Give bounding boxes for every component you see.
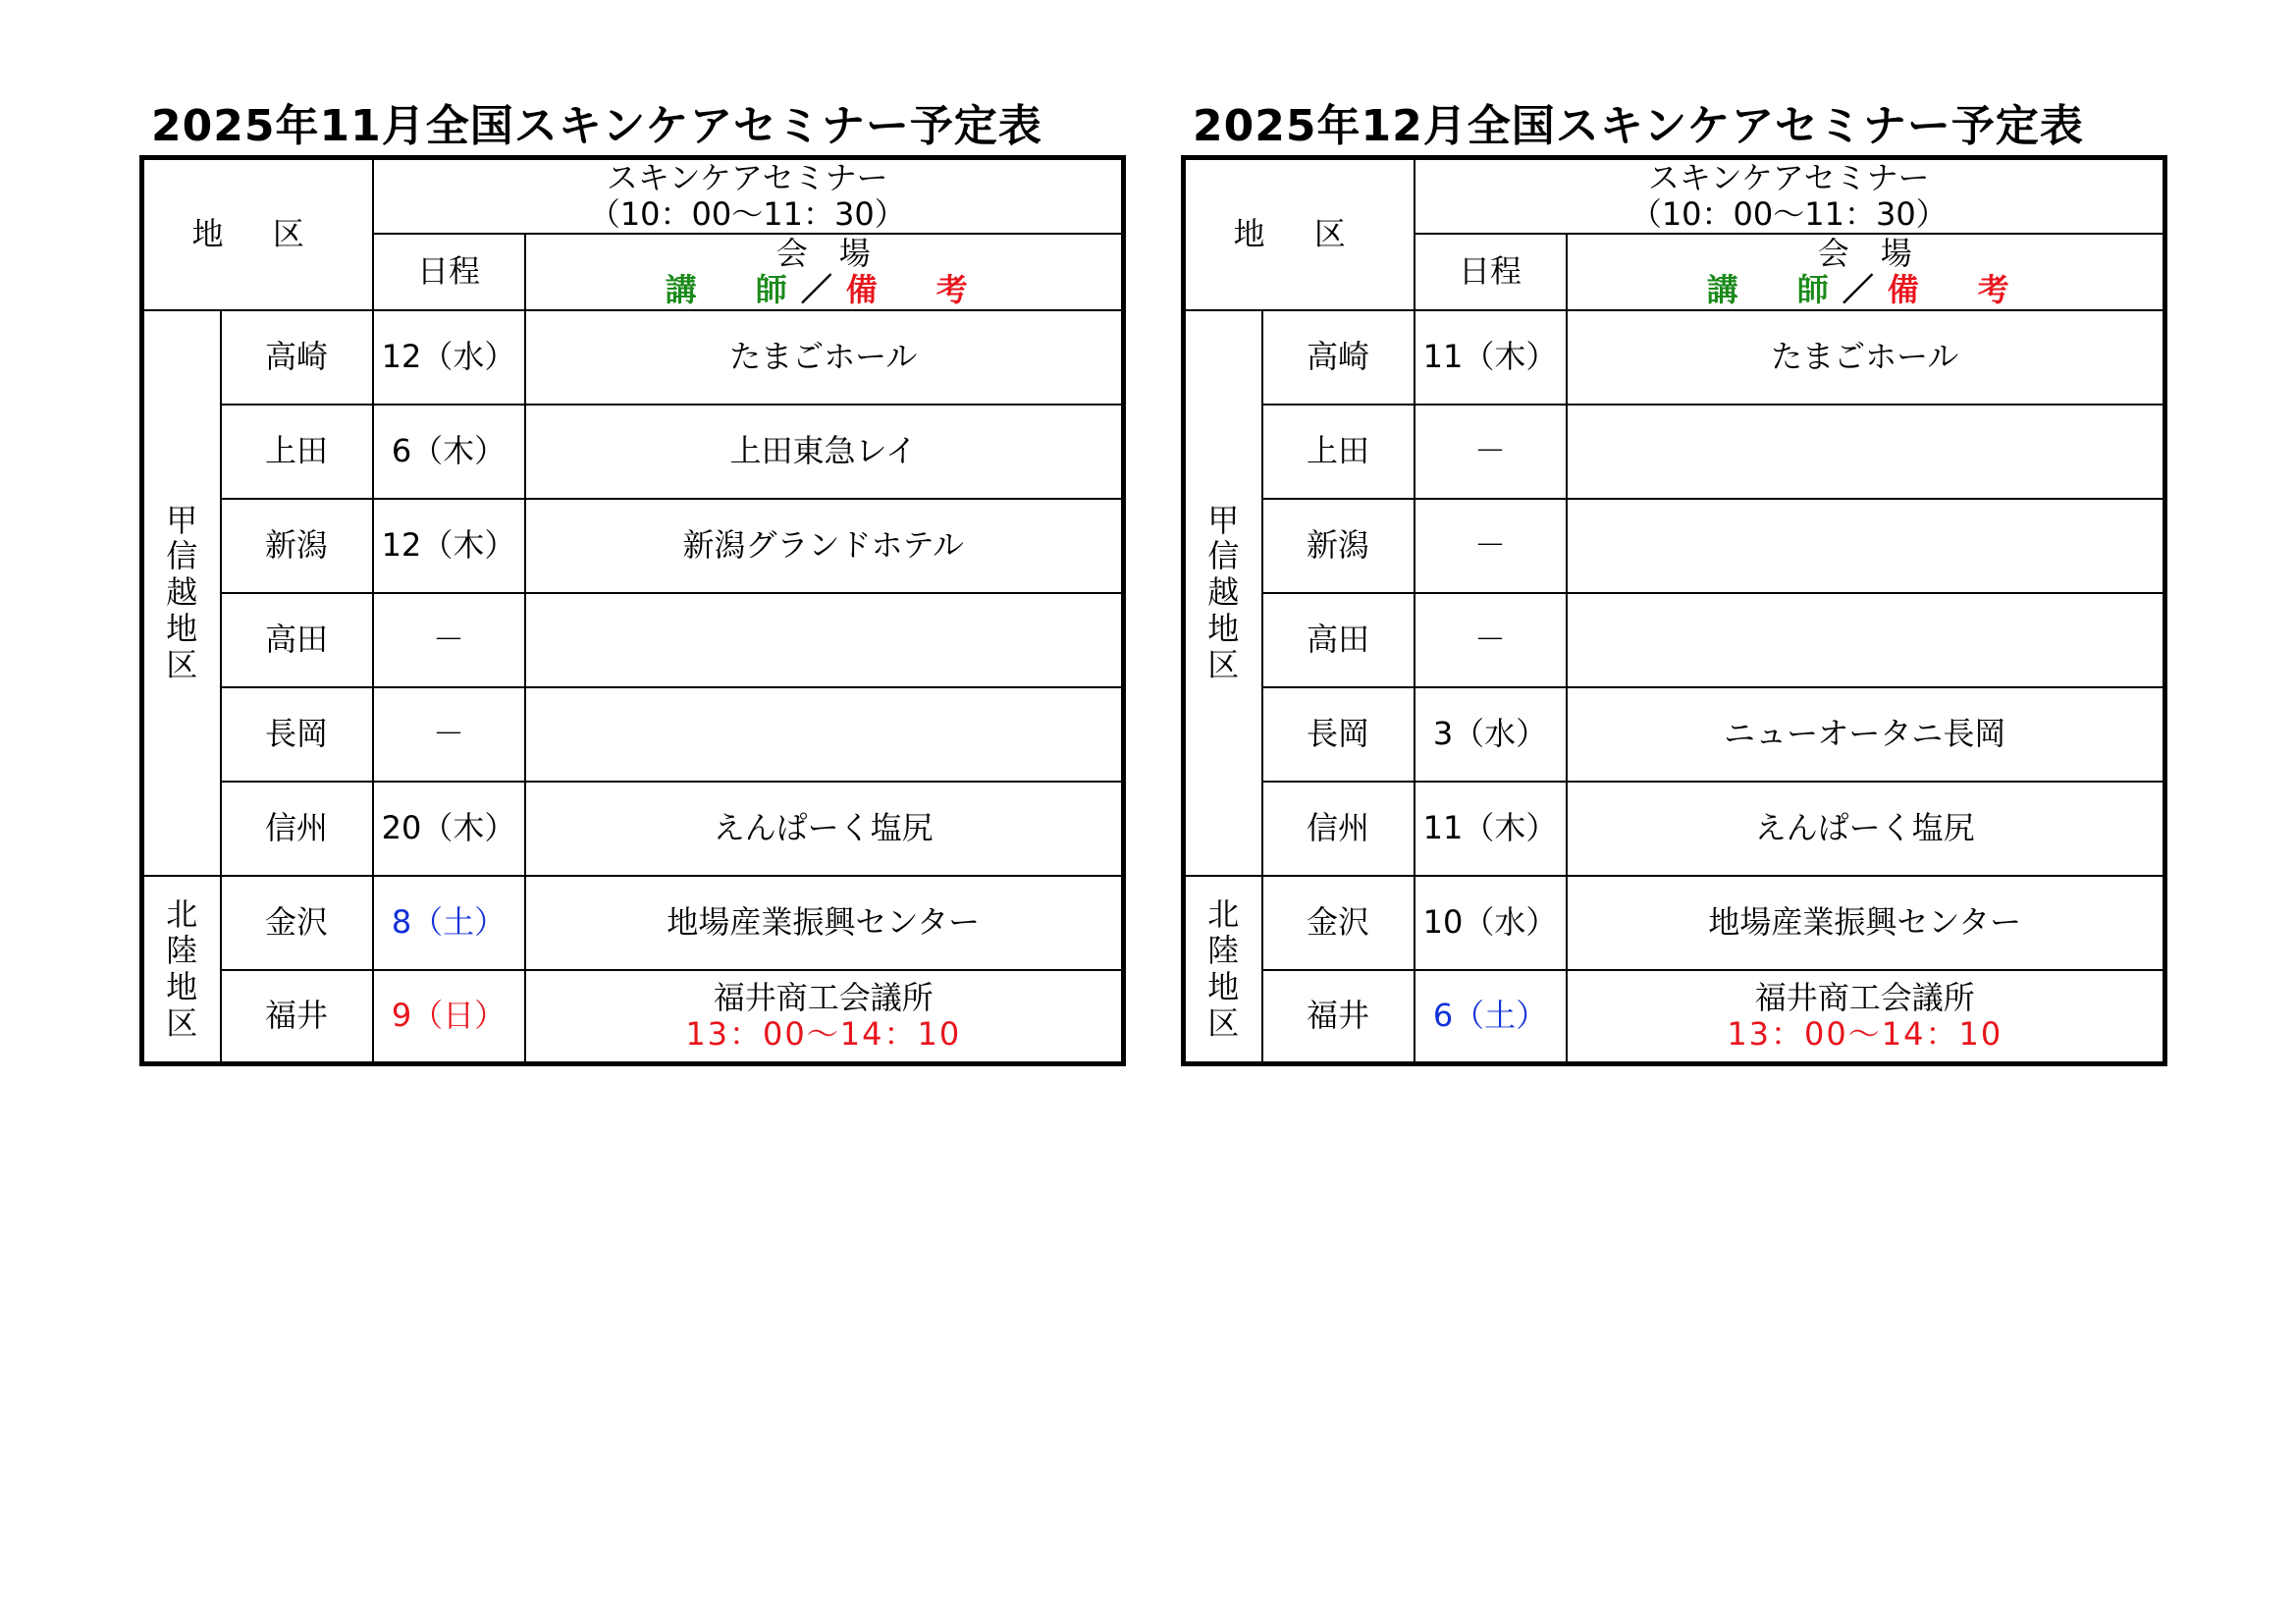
header-date: 日程 [1415,234,1567,310]
venue-cell: えんぱーく塩尻 [525,782,1124,876]
header-seminar-time: （10：00～11：30） [1629,194,1948,233]
venue-cell: 地場産業振興センター [1567,876,2165,970]
city-cell: 新潟 [221,499,373,593]
region-char: 区 [1207,645,1240,683]
header-slash: ／ [1842,270,1888,308]
venue-name: 福井商工会議所 [1754,979,1975,1017]
table-row [142,499,1124,593]
table-row [1184,782,2165,876]
region-koshinetsu [1184,310,1262,876]
header-notes-label: 備 考 [845,270,982,308]
venue-name: 福井商工会議所 [713,979,934,1017]
region-hokuriku [142,876,221,1064]
december-schedule [1181,98,2163,1066]
header-seminar [373,158,1124,234]
header-seminar [1415,158,2165,234]
table-row [142,310,1124,405]
header-venue [1567,234,2165,310]
city-cell: 信州 [1262,782,1415,876]
region-char: 越 [1207,573,1240,612]
region-char: 北 [166,895,198,934]
venue-cell: 上田東急レイ [525,405,1124,499]
region-char: 区 [166,645,198,683]
date-cell: － [373,593,525,687]
venue-cell [1567,970,2165,1064]
date-cell: 12（木） [373,499,525,593]
city-cell: 新潟 [1262,499,1415,593]
region-char: 陸 [1207,932,1240,970]
table-row [1184,310,2165,405]
venue-cell: たまごホール [1567,310,2165,405]
region-char: 信 [166,537,198,575]
city-cell: 信州 [221,782,373,876]
region-char: 区 [1207,1003,1240,1042]
region-char: 地 [1207,609,1240,647]
venue-cell: 新潟グランドホテル [525,499,1124,593]
venue-cell: ニューオータニ長岡 [1567,687,2165,782]
header-lecturer-label: 講 師 [665,270,801,308]
header-venue-label: 会 場 [775,234,871,272]
date-cell: 3（水） [1415,687,1567,782]
table-row [1184,687,2165,782]
date-cell: 11（木） [1415,310,1567,405]
header-lecturer-label: 講 師 [1706,270,1842,308]
table-row [142,782,1124,876]
header-seminar-name: スキンケアセミナー [1647,159,1930,196]
city-cell: 高崎 [221,310,373,405]
schedule-title: 2025年11月全国スキンケアセミナー予定表 [151,101,1042,151]
date-cell: － [1415,593,1567,687]
table-row [1184,593,2165,687]
header-seminar-name: スキンケアセミナー [606,159,888,196]
venue-cell: たまごホール [525,310,1124,405]
region-char: 地 [166,609,198,647]
table-row [1184,876,2165,970]
table-row [1184,499,2165,593]
venue-cell: えんぱーく塩尻 [1567,782,2165,876]
venue-cell: 地場産業振興センター [525,876,1124,970]
venue-cell [525,970,1124,1064]
date-cell-saturday: 8（土） [373,876,525,970]
header-slash: ／ [800,270,846,308]
city-cell: 上田 [221,405,373,499]
header-seminar-time: （10：00～11：30） [588,194,906,233]
table-row [142,876,1124,970]
venue-time-note: 13：00～14：10 [1727,1014,2003,1053]
date-cell-sunday: 9（日） [373,970,525,1064]
header-venue [525,234,1124,310]
venue-cell [1567,499,2165,593]
table-row [142,405,1124,499]
city-cell: 高崎 [1262,310,1415,405]
region-char: 甲 [1207,501,1240,539]
schedule-title: 2025年12月全国スキンケアセミナー予定表 [1193,101,2084,151]
venue-time-note: 13：00～14：10 [685,1014,962,1053]
table-row [1184,970,2165,1064]
date-cell: 12（水） [373,310,525,405]
date-cell: － [1415,405,1567,499]
date-cell: － [373,687,525,782]
header-area: 地 区 [1184,158,1415,310]
city-cell: 長岡 [1262,687,1415,782]
venue-cell [525,687,1124,782]
table-row [142,593,1124,687]
venue-cell [525,593,1124,687]
table-row [142,970,1124,1064]
header-date: 日程 [373,234,525,310]
header-notes-line [526,272,1122,308]
region-char: 信 [1207,537,1240,575]
venue-cell [1567,405,2165,499]
city-cell: 金沢 [221,876,373,970]
date-cell: 6（木） [373,405,525,499]
region-char: 陸 [166,932,198,970]
city-cell: 福井 [1262,970,1415,1064]
table-row [142,687,1124,782]
header-venue-label: 会 場 [1817,234,1912,272]
city-cell: 上田 [1262,405,1415,499]
date-cell: 20（木） [373,782,525,876]
date-cell: 11（木） [1415,782,1567,876]
city-cell: 高田 [1262,593,1415,687]
november-schedule [139,98,1121,1066]
region-char: 地 [166,967,198,1005]
region-char: 甲 [166,501,198,539]
table-row [1184,405,2165,499]
region-char: 区 [166,1003,198,1042]
region-hokuriku [1184,876,1262,1064]
region-koshinetsu [142,310,221,876]
city-cell: 金沢 [1262,876,1415,970]
venue-cell [1567,593,2165,687]
header-notes-line [1568,272,2163,308]
city-cell: 福井 [221,970,373,1064]
city-cell: 高田 [221,593,373,687]
schedule-table [1181,155,2167,1066]
city-cell: 長岡 [221,687,373,782]
region-char: 北 [1207,895,1240,934]
schedule-table [139,155,1126,1066]
date-cell: － [1415,499,1567,593]
region-char: 地 [1207,967,1240,1005]
date-cell-saturday: 6（土） [1415,970,1567,1064]
date-cell: 10（水） [1415,876,1567,970]
region-char: 越 [166,573,198,612]
header-area: 地 区 [142,158,373,310]
header-notes-label: 備 考 [1887,270,2023,308]
